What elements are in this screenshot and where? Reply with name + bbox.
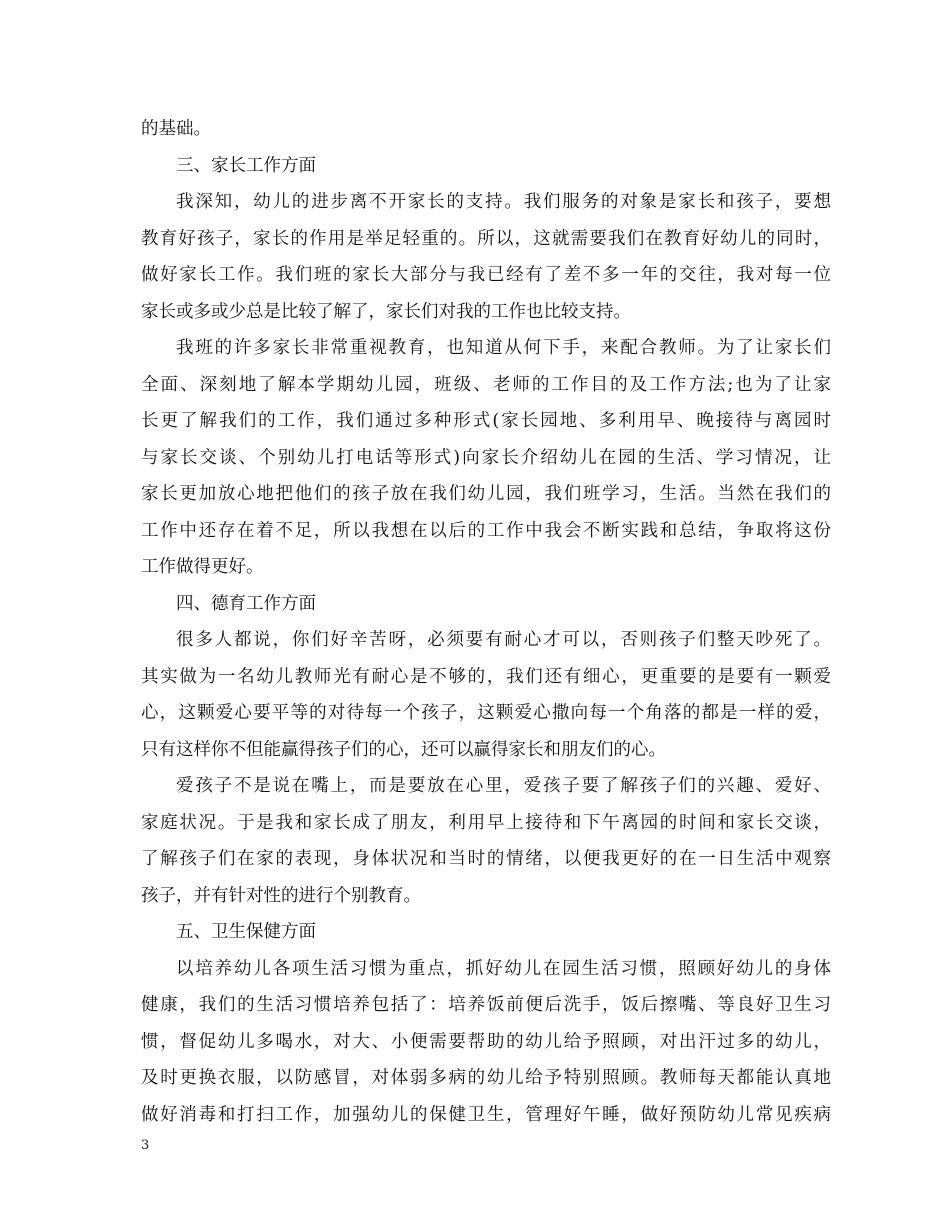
- text-line: 惯，督促幼儿多喝水，对大、小便需要帮助的幼儿给予照顾，对出汗过多的幼儿，: [141, 1031, 831, 1052]
- text-line: 很多人都说，你们好辛苦呀，必须要有耐心才可以，否则孩子们整天吵死了。: [176, 630, 831, 650]
- text-line: 四、德育工作方面: [176, 593, 316, 614]
- text-line: 家长或多或少总是比较了解了，家长们对我的工作也比较支持。: [141, 301, 631, 322]
- text-line: 教育好孩子，家长的作用是举足轻重的。所以，这就需要我们在教育好幼儿的同时，: [141, 228, 831, 249]
- text-line: 其实做为一名幼儿教师光有耐心是不够的，我们还有细心，更重要的是要有一颗爱: [141, 666, 831, 687]
- text-line: 的基础。: [141, 119, 211, 139]
- text-line: 做好家长工作。我们班的家长大部分与我已经有了差不多一年的交往，我对每一位: [141, 265, 831, 285]
- page-number: 3: [141, 1138, 150, 1153]
- text-line: 全面、深刻地了解本学期幼儿园，班级、老师的工作目的及工作方法;也为了让家: [141, 374, 831, 395]
- text-line: 工作中还存在着不足，所以我想在以后的工作中我会不断实践和总结，争取将这份: [141, 520, 831, 541]
- text-line: 家长更加放心地把他们的孩子放在我们幼儿园，我们班学习，生活。当然在我们的: [141, 484, 831, 504]
- text-line: 健康，我们的生活习惯培养包括了：培养饭前便后洗手，饭后擦嘴、等良好卫生习: [141, 995, 831, 1015]
- text-line: 及时更换衣服，以防感冒，对体弱多病的幼儿给予特别照顾。教师每天都能认真地: [141, 1068, 831, 1088]
- text-line: 家庭状况。于是我和家长成了朋友，利用早上接待和下午离园的时间和家长交谈，: [141, 812, 831, 833]
- text-line: 三、家长工作方面: [176, 155, 316, 176]
- text-line: 只有这样你不但能赢得孩子们的心，还可以赢得家长和朋友们的心。: [141, 739, 666, 760]
- text-line: 我班的许多家长非常重视教育，也知道从何下手，来配合教师。为了让家长们: [176, 338, 831, 358]
- text-line: 长更了解我们的工作，我们通过多种形式(家长园地、多利用早、晚接待与离园时: [141, 411, 831, 431]
- text-line: 爱孩子不是说在嘴上，而是要放在心里，爱孩子要了解孩子们的兴趣、爱好、: [176, 776, 831, 796]
- text-line: 五、卫生保健方面: [176, 922, 316, 942]
- text-line: 孩子，并有针对性的进行个别教育。: [141, 885, 421, 906]
- text-line: 我深知，幼儿的进步离不开家长的支持。我们服务的对象是家长和孩子，要想: [176, 192, 831, 212]
- text-line: 了解孩子们在家的表现，身体状况和当时的情绪，以便我更好的在一日生活中观察: [141, 849, 831, 869]
- text-line: 做好消毒和打扫工作，加强幼儿的保健卫生，管理好午睡，做好预防幼儿常见疾病: [141, 1104, 831, 1125]
- text-line: 工作做得更好。: [141, 557, 264, 577]
- text-line: 以培养幼儿各项生活习惯为重点，抓好幼儿在园生活习惯，照顾好幼儿的身体: [176, 958, 831, 979]
- document-body: [141, 111, 831, 1133]
- text-line: 与家长交谈、个别幼儿打电话等形式)向家长介绍幼儿在园的生活、学习情况，让: [141, 447, 831, 468]
- text-line: 心，这颗爱心要平等的对待每一个孩子，这颗爱心撒向每一个角落的都是一样的爱，: [141, 703, 831, 723]
